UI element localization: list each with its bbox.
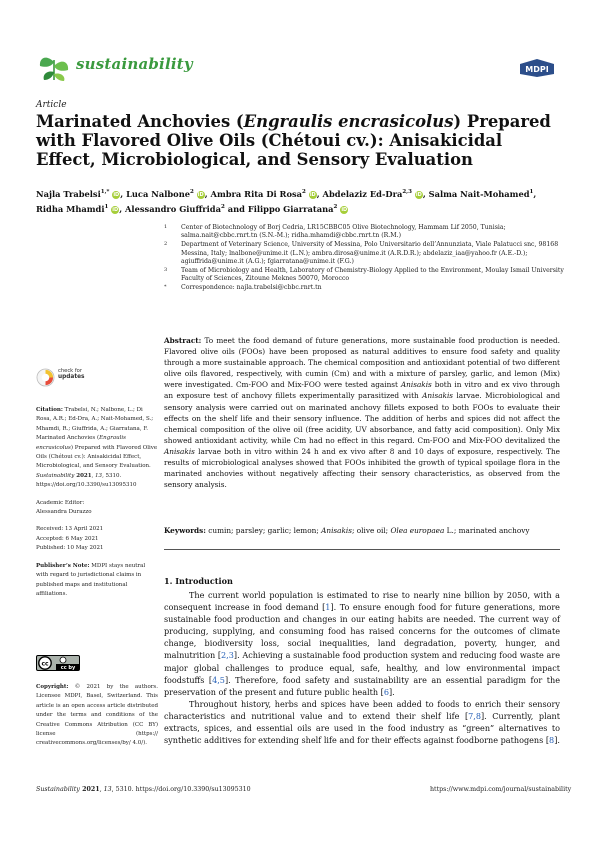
author-affiliation-marker: 1 <box>104 203 109 210</box>
author-affiliation-marker: 2 <box>333 203 338 210</box>
orcid-icon[interactable]: iD <box>415 191 422 198</box>
editor-name: Alessandra Durazzo <box>36 509 92 516</box>
keywords-label: Keywords: <box>164 526 206 535</box>
author-name[interactable]: Ridha Mhamdi <box>36 203 105 214</box>
editor-label: Academic Editor: <box>36 499 85 506</box>
citation-text: Trabelsi, N.; Nalbone, L.; Di Rosa, A.R.; Ed-Dra, A.; Nait-Mohamed, S.; Mhamdi, R.; Giuffrida, A.; Giarratana, F. Marinated Anchovies ( <box>36 407 154 442</box>
accepted-date: Accepted: 6 May 2021 <box>36 535 99 542</box>
orcid-icon[interactable]: iD <box>113 191 120 198</box>
author-separator: and <box>224 203 248 214</box>
citation-doi-link[interactable]: , 5310. https://doi.org/10.3390/su13095310 <box>36 472 137 489</box>
author-name[interactable]: Najla Trabelsi <box>36 188 101 199</box>
publisher-name: MDPI <box>525 65 549 74</box>
abstract-term: Anisakis <box>422 391 454 401</box>
check-updates-line: check for <box>58 368 82 374</box>
title-species: Engraulis encrasicolus <box>243 112 454 131</box>
article-title <box>36 112 556 169</box>
footer-volume: , 13 <box>99 786 112 793</box>
author-list <box>36 186 561 216</box>
sustainability-logo-icon <box>36 50 72 84</box>
citation-link[interactable]: 7,8 <box>468 710 481 721</box>
abstract <box>164 335 560 490</box>
author-affiliation-marker: 2,3 <box>402 189 412 195</box>
author-name[interactable]: Filippo Giarratana <box>247 203 334 214</box>
publisher-note <box>36 562 158 600</box>
footer-journal: Sustainability <box>36 786 80 793</box>
affiliation-item <box>164 241 564 266</box>
text: Throughout history, herbs and spices have been added to foods to enrich their sensory characteristics and nutritional value and to extend their shelf life [ <box>164 698 560 721</box>
author-affiliation-marker: 1 <box>529 189 534 195</box>
author-affiliation-marker: 2 <box>302 189 306 195</box>
citation-link[interactable]: 4,5 <box>212 674 225 685</box>
footer-doi-link[interactable]: , 5310. https://doi.org/10.3390/su13095310 <box>111 786 251 793</box>
citation-link[interactable]: 6 <box>383 686 389 697</box>
orcid-icon[interactable]: iD <box>341 206 348 213</box>
check-updates-icon <box>36 368 55 387</box>
keywords-text: cumin; parsley; garlic; lemon; <box>205 526 322 535</box>
author-name[interactable]: Alessandro Giuffrida <box>124 203 221 214</box>
dates-block <box>36 525 158 553</box>
orcid-icon[interactable]: iD <box>309 191 316 198</box>
text: The current world population is estimated to rise to nearly nine billion by 2050, with a consequent increase in food demand [ <box>164 590 560 613</box>
abstract-label: Abstract: <box>164 336 202 345</box>
cc-by-license-icon[interactable] <box>36 655 80 671</box>
footer-year: 2021 <box>79 786 100 793</box>
check-updates-line: updates <box>58 374 85 381</box>
affiliation-item <box>164 224 564 240</box>
keywords-term: Anisakis <box>321 526 353 535</box>
abstract-text: To meet the food demand of future generations, more sustainable food production is needed. Flavored olive oils (FOOs) have been proposed as natural additives to ensure food safety and quality through a more sustainable approach. The chemical composition and antioxidant potential of two different olive oils flavored, respectively, with cumin (Cm) and with a mixture of parsley, garlic, and lemon (Mix) were investigated. Cm-FOO and Mix-FOO were tested against <box>164 336 560 390</box>
keywords-term: Olea europaea <box>390 526 445 535</box>
affiliation-number: 2 <box>164 241 168 248</box>
abstract-text: both in vitro and ex vivo through an exposure test of anchovy fillets experimentally parasitized with <box>164 380 561 401</box>
abstract-text: larvae. Microbiological and sensory analysis were carried out on marinated anchovy fillets exposed to both FOOs to evaluate their effects on the shelf life and their sensory influence. The addition of herbs and spices did not affect the chemical composition of the olive oil (free acidity, UV absorbance, and fatty acid composition). Only Mix showed antioxidant activity, while Cm had no effect in this regard. Cm-FOO and Mix-FOO devitalized the <box>164 391 560 445</box>
paragraph <box>164 698 560 746</box>
copyright-label: Copyright: <box>36 684 69 690</box>
article-info-sidebar <box>36 406 158 607</box>
check-for-updates-badge[interactable] <box>36 367 116 389</box>
keywords-text: L.; marinated anchovy <box>444 526 530 535</box>
title-part: ) Prepared with Flavored Olive Oils (Chétoui cv.): Anisakicidal Effect, Microbiological, and Sensory Evaluation <box>36 112 551 169</box>
affiliation-text: Department of Veterinary Science, University of Messina, Polo Universitario dell’Annunziata, Viale Palatucci snc, 98168 Messina, Italy; lnalbone@unime.it (L.N.); ambra.dirosa@unime.it (A.R.D.R.); abdelaziz_iaa@yahoo.fr (A.E.-D.); agiuffrida@unime.it (A.G.); fgiarratana@unime.it (F.G.) <box>181 241 559 265</box>
citation-link[interactable]: 8 <box>549 735 555 746</box>
title-part: Marinated Anchovies ( <box>36 112 244 131</box>
published-date: Published: 10 May 2021 <box>36 545 104 552</box>
author-separator: , <box>119 203 125 214</box>
citation-text: Engraulis encrasicolus <box>36 435 127 451</box>
text: ]. To ensure enough food for future generations, more sustainable food production and changes in our eating habits are needed. The current way of producing, supplying, and consuming food has raised concerns for the outcomes of climate change, biodiversity loss, social inequalities, land degradation, poverty, hunger, and malnutrition [ <box>164 602 560 661</box>
affiliations <box>164 224 564 294</box>
section-divider <box>164 549 560 550</box>
author-affiliation-marker: 2 <box>220 203 225 210</box>
publisher-note-label: Publisher’s Note: <box>36 562 90 569</box>
author-separator: , <box>533 188 537 199</box>
citation-text: , 13 <box>91 472 103 479</box>
section-heading: 1. Introduction <box>164 576 233 586</box>
received-date: Received: 13 April 2021 <box>36 526 104 533</box>
mdpi-logo-icon <box>516 58 558 78</box>
citation-link[interactable]: 1 <box>325 602 331 613</box>
academic-editor <box>36 499 158 518</box>
citation-text: ) Prepared with Flavored Olive Oils (Chétoui cv.): Anisakicidal Effect, Microbiological, and Sensory Evaluation. <box>36 444 158 470</box>
author-name[interactable]: Ambra Rita Di Rosa <box>210 188 303 199</box>
affiliation-text: Correspondence: najla.trabelsi@cbbc.rnrt.tn <box>181 284 322 292</box>
affiliation-text: Team of Microbiology and Health, Laboratory of Chemistry-Biology Applied to the Environment, Moulay Ismail University Faculty of Sciences, Zitoune Meknes 50070, Morocco <box>181 267 564 283</box>
author-separator: , <box>422 188 429 199</box>
text: ]. <box>554 735 560 746</box>
article-type: Article <box>36 100 67 110</box>
author-name[interactable]: Luca Nalbone <box>126 188 191 199</box>
check-updates-text <box>58 368 85 381</box>
publisher-note-text: MDPI stays neutral with regard to jurisdictional claims in published maps and institutional affiliations. <box>36 562 146 597</box>
text: ]. Therefore, food safety and sustainability are an essential paradigm for the preservation of the present and future public health [ <box>164 674 560 697</box>
orcid-icon[interactable]: iD <box>197 191 204 198</box>
author-separator: , <box>316 188 323 199</box>
keywords <box>164 525 560 536</box>
text: ]. Currently, plant extracts, spices, and essential oils are used in the food industry as “green” alternatives to synthetic additives for extending shelf life and for their effects against foodborne pathogens [ <box>164 710 560 746</box>
paragraph <box>164 589 560 698</box>
abstract-text: larvae both in vitro within 24 h and ex vivo after 8 and 10 days of exposure, respectively. The results of microbiological analyses showed that FOOs inhibited the growth of typical spoilage flora in the marinated anchovies without negatively affecting their sensory characteristics, as observed from the sensory analysis. <box>164 446 560 490</box>
abstract-term: Anisakis <box>164 446 195 456</box>
abstract-term: Anisakis <box>400 380 432 390</box>
author-affiliation-marker: 1,* <box>100 189 110 195</box>
footer-citation <box>36 786 251 793</box>
affiliation-number: 1 <box>164 224 168 230</box>
orcid-icon[interactable]: iD <box>112 206 119 213</box>
copyright-text: © 2021 by the authors. Licensee MDPI, Basel, Switzerland. This article is an open access article distributed under the terms and conditions of the Creative Commons Attribution (CC BY) license (https:// creativecommons.org/licenses/by/ 4.0/). <box>36 684 158 747</box>
affiliation-item <box>164 284 564 292</box>
citation-link[interactable]: 2,3 <box>221 650 234 661</box>
footer-journal-url[interactable]: https://www.mdpi.com/journal/sustainability <box>430 786 572 793</box>
citation-block <box>36 406 158 491</box>
affiliation-number: * <box>164 284 167 291</box>
text: ]. Achieving a sustainable food production system and reducing food waste are major global challenges to produce equal, safe, healthy, and low environmental impact foodstuffs [ <box>164 650 560 685</box>
keywords-text: ; olive oil; <box>352 526 391 535</box>
text: ]. <box>388 686 395 697</box>
cc-label: cc by <box>60 665 76 671</box>
affiliation-number: 3 <box>164 267 168 274</box>
journal-name: sustainability <box>76 55 193 73</box>
author-separator: , <box>120 188 127 199</box>
author-name[interactable]: Salma Nait-Mohamed <box>428 188 530 199</box>
copyright-notice <box>36 683 158 749</box>
citation-text: 2021 <box>74 472 92 479</box>
citation-text: Sustainability <box>36 472 75 479</box>
author-affiliation-marker: 2 <box>190 189 194 195</box>
author-name[interactable]: Abdelaziz Ed-Dra <box>322 188 403 199</box>
affiliation-text: Center of Biotechnology of Borj Cedria, LR15CBBC05 Olive Biotechnology, Hammam Lif 2050, Tunisia; salma.nait@cbbc.rnrt.tn (S.N.-M.); ridha.mhamdi@cbbc.rnrt.tn (R.M.) <box>181 224 506 240</box>
affiliation-item <box>164 267 564 283</box>
citation-label: Citation: <box>36 407 63 413</box>
svg-text:cc: cc <box>41 660 49 668</box>
introduction-body <box>164 589 560 746</box>
author-separator: , <box>204 188 211 199</box>
